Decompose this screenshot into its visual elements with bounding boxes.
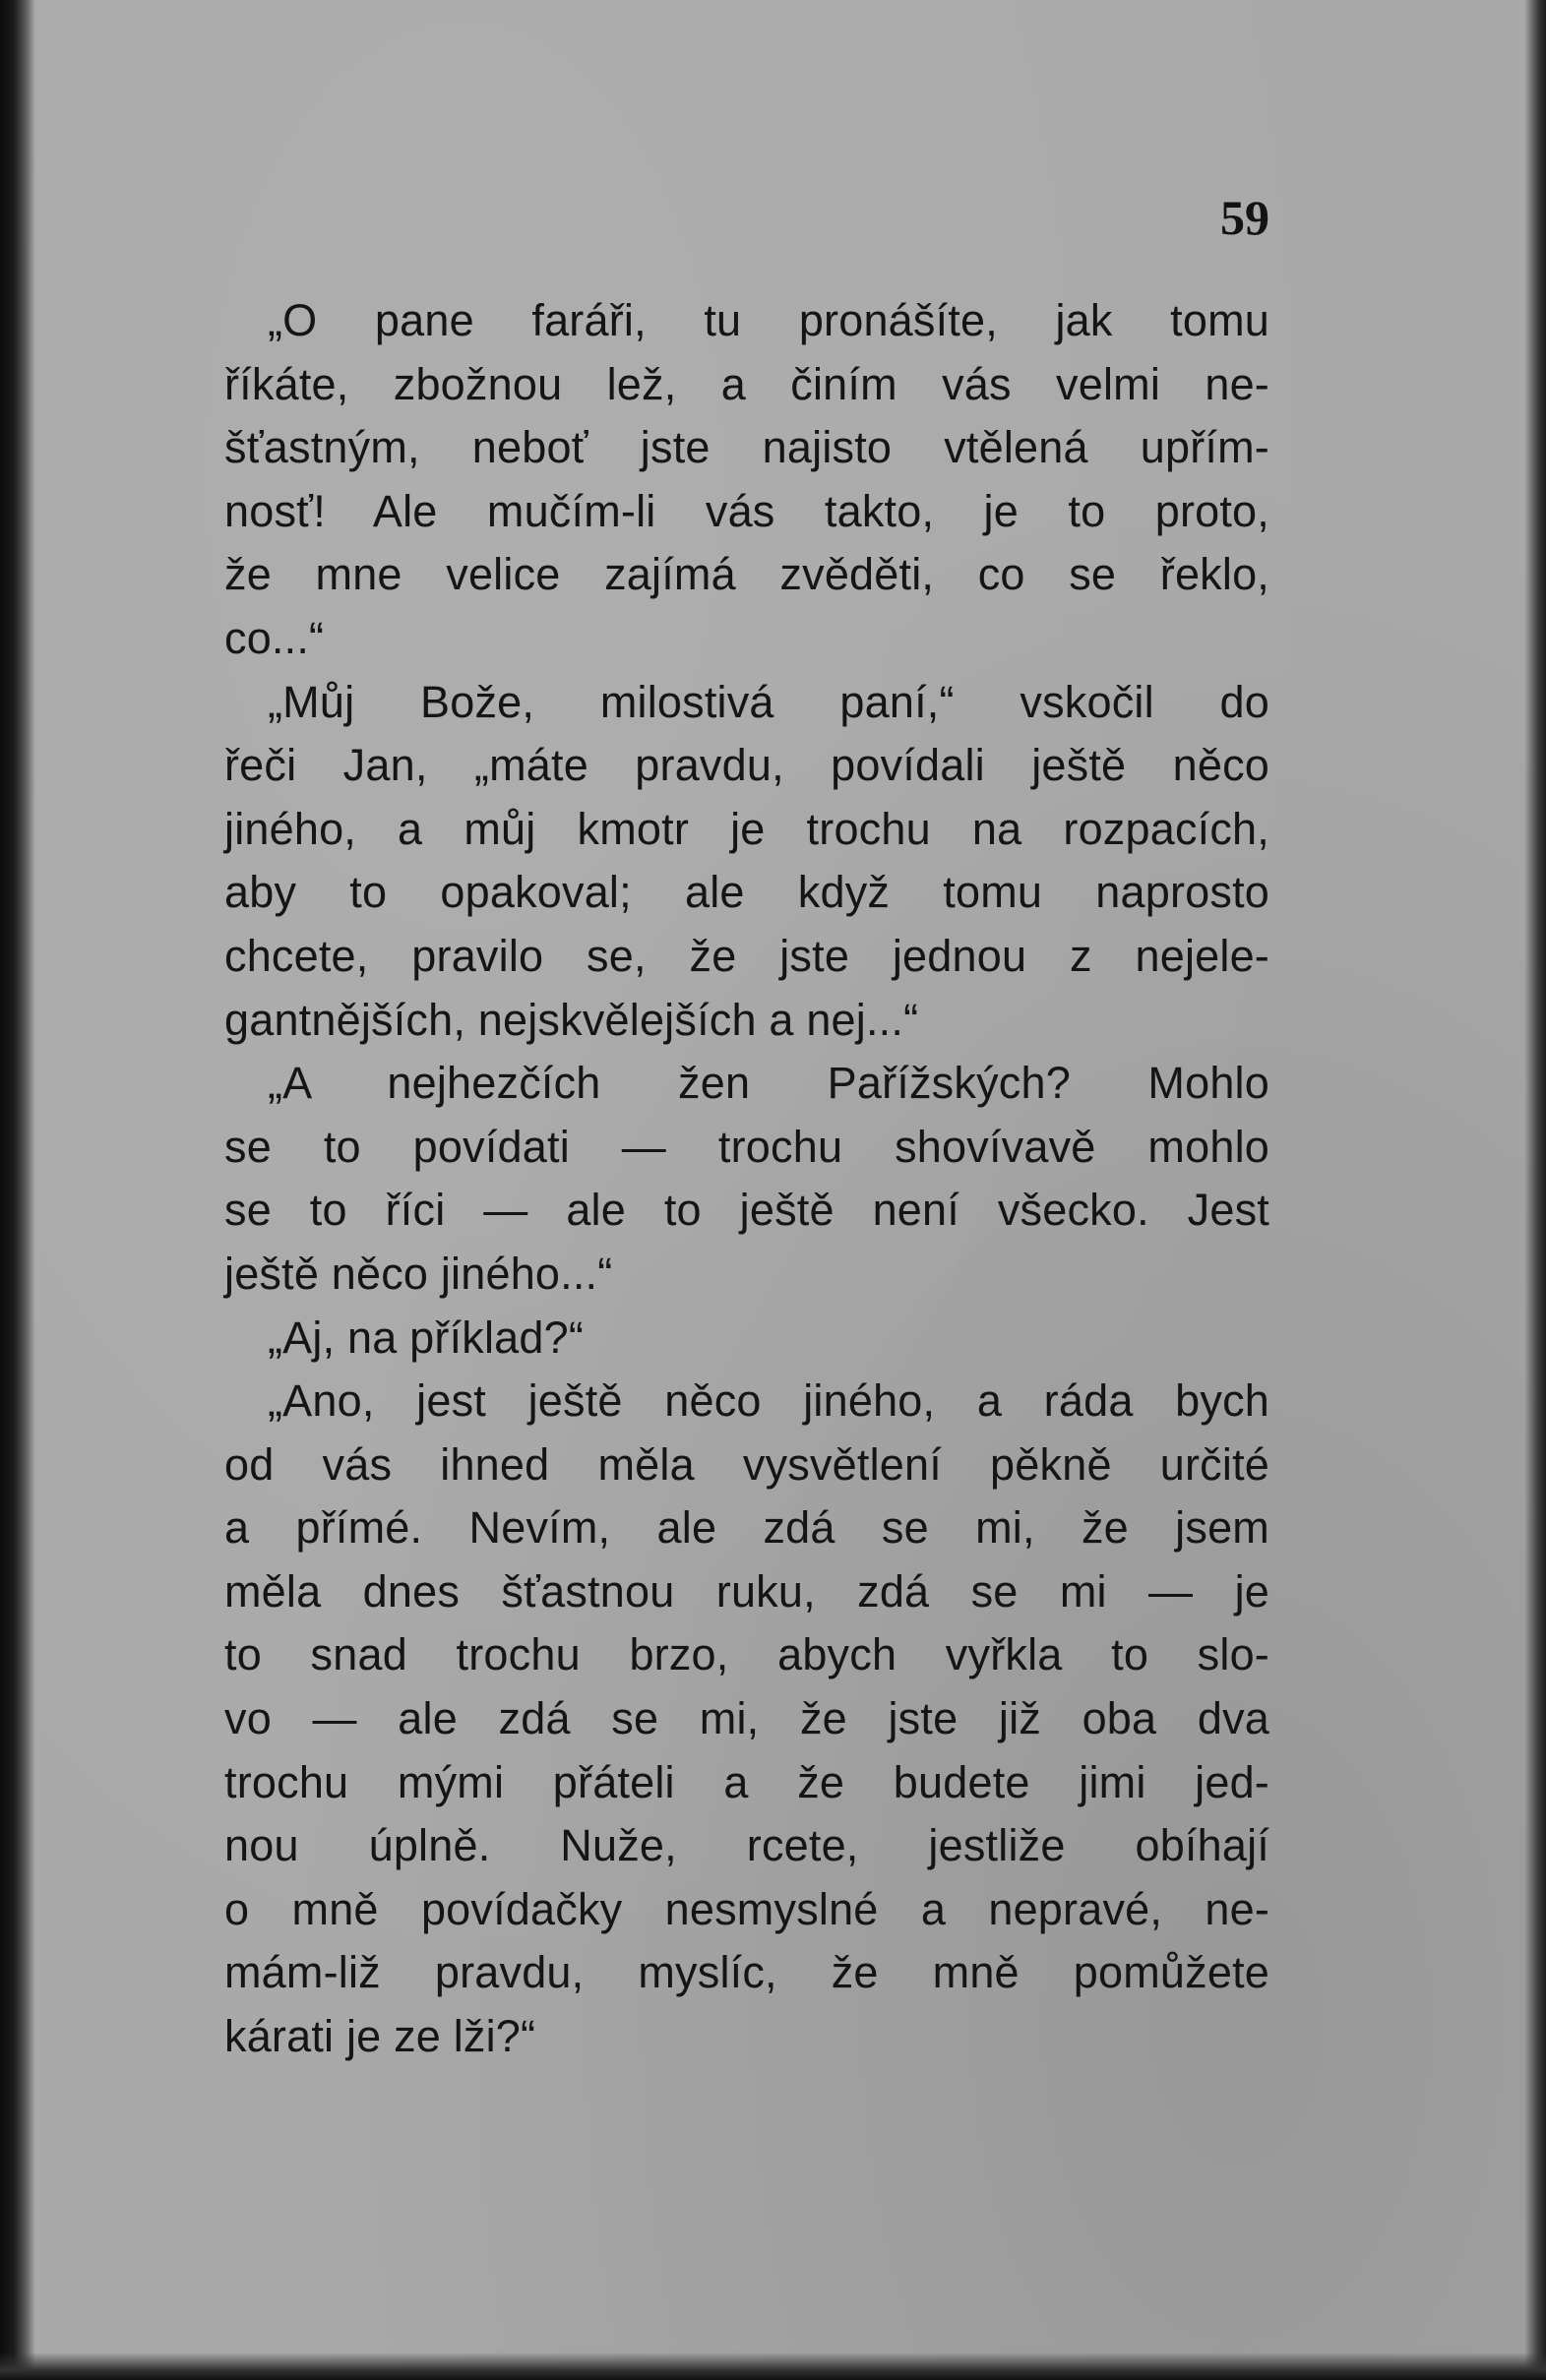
text-line: gantnějších, nejskvělejších a nej...“ <box>224 994 919 1045</box>
text-line: aby to opakoval; ale když tomu naprosto <box>224 867 1269 918</box>
text-line: kárati je ze lži?“ <box>224 2011 536 2062</box>
bottom-edge-shadow <box>0 2352 1546 2380</box>
text-line: „O pane faráři, tu pronášíte, jak tomu <box>268 295 1269 345</box>
text-line: ještě něco jiného...“ <box>224 1248 613 1299</box>
text-line: šťastným, neboť jste najisto vtělená upřím- <box>224 422 1269 473</box>
text-line: chcete, pravilo se, že jste jednou z nejele- <box>224 930 1269 981</box>
text-line: jiného, a můj kmotr je trochu na rozpacích, <box>224 803 1269 854</box>
text-line: od vás ihned měla vysvětlení pěkně určité <box>224 1438 1269 1490</box>
right-edge-shadow <box>1524 0 1546 2380</box>
text-line: nou úplně. Nuže, rcete, jestliže obíhají <box>224 1820 1269 1871</box>
text-line: mám-liž pravdu, myslíc, že mně pomůžete <box>224 1947 1269 1998</box>
text-line: vo — ale zdá se mi, že jste již oba dva <box>224 1693 1269 1744</box>
text-line: že mne velice zajímá zvěděti, co se řeklo, <box>224 549 1269 600</box>
text-line: „A nejhezčích žen Pařížských? Mohlo <box>268 1058 1269 1109</box>
text-line: a přímé. Nevím, ale zdá se mi, že jsem <box>224 1502 1269 1554</box>
text-line: „Aj, na příklad?“ <box>268 1312 585 1363</box>
text-line: co...“ <box>224 612 325 663</box>
text-line: „Můj Bože, milostivá paní,“ vskočil do <box>268 676 1269 727</box>
text-line: nosť! Ale mučím-li vás takto, je to proto, <box>224 485 1269 536</box>
text-line: „Ano, jest ještě něco jiného, a ráda bych <box>268 1375 1269 1427</box>
text-line: říkáte, zbožnou lež, a činím vás velmi ne- <box>224 358 1269 409</box>
text-line: se to povídati — trochu shovívavě mohlo <box>224 1121 1269 1172</box>
text-line: trochu mými přáteli a že budete jimi jed- <box>224 1756 1269 1807</box>
text-line: se to říci — ale to ještě není všecko. Jest <box>224 1185 1269 1236</box>
page-number: 59 <box>1220 190 1269 245</box>
left-binding-shadow <box>0 0 35 2380</box>
text-line: o mně povídačky nesmyslné a nepravé, ne- <box>224 1883 1269 1934</box>
text-line: to snad trochu brzo, abych vyřkla to slo- <box>224 1629 1269 1680</box>
text-line: řeči Jan, „máte pravdu, povídali ještě něco <box>224 740 1269 791</box>
body-text <box>224 289 1269 2069</box>
text-line: měla dnes šťastnou ruku, zdá se mi — je <box>224 1565 1269 1617</box>
